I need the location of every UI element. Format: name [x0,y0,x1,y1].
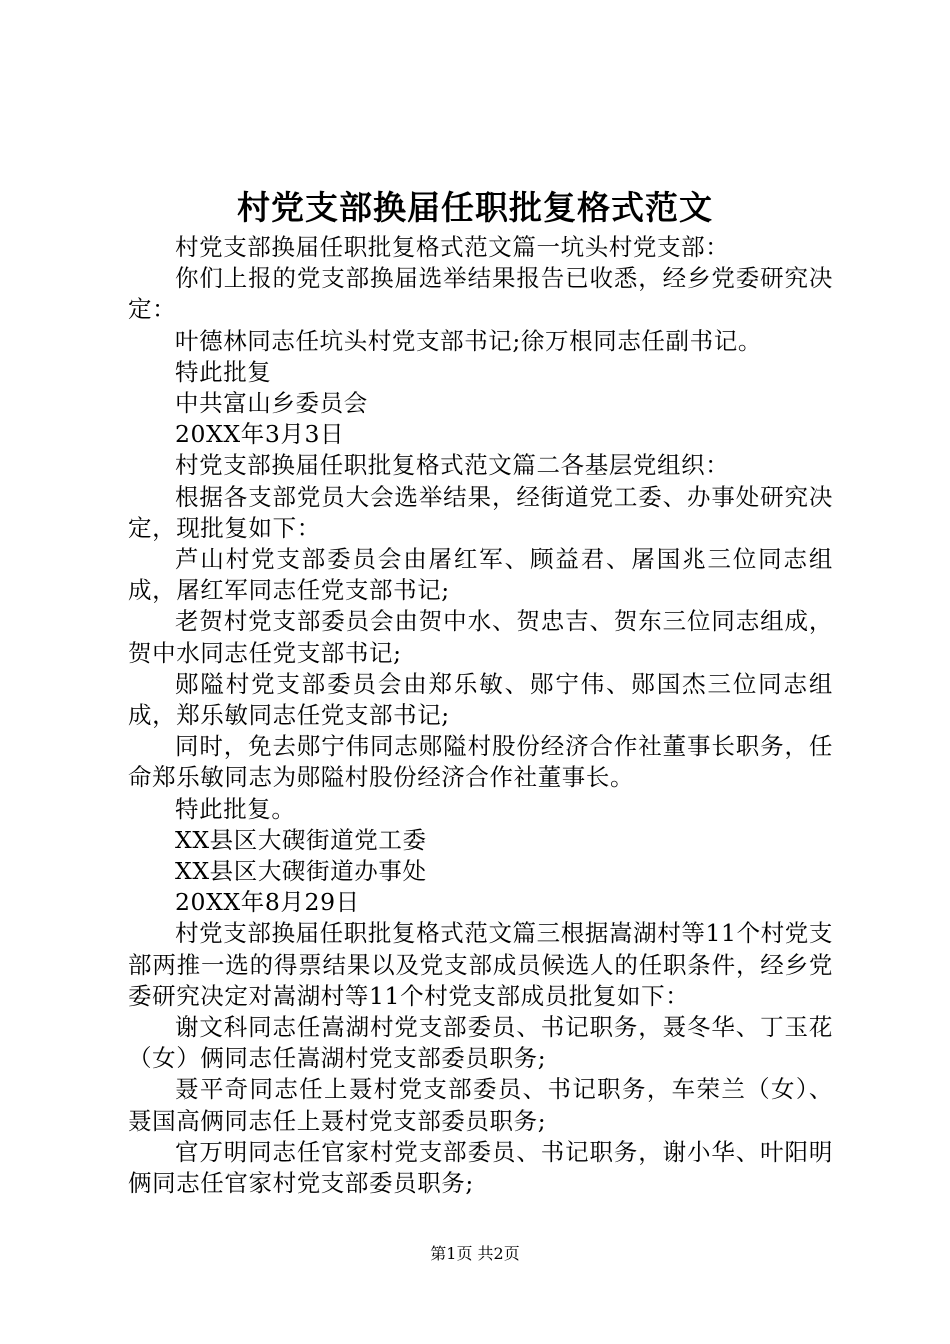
paragraph: 中共富山乡委员会 [175,389,368,418]
paragraph: 村党支部换届任职批复格式范文篇三根据嵩湖村等11个村党支部两推一选的得票结果以及党支部成员候选人的任职条件，经乡党委研究决定对嵩湖村等11个村党支部成员批复如下： [128,919,833,1010]
paragraph: 根据各支部党员大会选举结果，经街道党工委、办事处研究决定，现批复如下： [128,482,833,542]
paragraph: XX县区大碶街道党工委 [175,825,427,854]
paragraph: 郧隘村党支部委员会由郑乐敏、郧宁伟、郧国杰三位同志组成，郑乐敏同志任党支部书记; [128,669,833,730]
paragraph: 官万明同志任官家村党支部委员、书记职务，谢小华、叶阳明俩同志任官家村党支部委员职务; [128,1137,833,1198]
paragraph: 芦山村党支部委员会由屠红军、顾益君、屠国兆三位同志组成，屠红军同志任党支部书记; [128,545,833,605]
paragraph: 老贺村党支部委员会由贺中水、贺忠吉、贺东三位同志组成，贺中水同志任党支部书记; [128,607,833,667]
paragraph: 特此批复 [175,357,272,386]
paragraph: 20XX年3月3日 [175,420,345,449]
paragraph: 村党支部换届任职批复格式范文篇二各基层党组织： [175,451,730,480]
paragraph: 村党支部换届任职批复格式范文篇一坑头村党支部： [175,233,730,261]
paragraph: 谢文科同志任嵩湖村党支部委员、书记职务，聂冬华、丁玉花（女）俩同志任嵩湖村党支部委员职务; [128,1013,833,1073]
paragraph: 叶德林同志任坑头村党支部书记;徐万根同志任副书记。 [175,326,762,355]
paragraph: 20XX年8月29日 [175,888,360,917]
paragraph: 聂平奇同志任上聂村党支部委员、书记职务，车荣兰（女）、聂国高俩同志任上聂村党支部委员职务; [128,1075,833,1135]
paragraph: XX县区大碶街道办事处 [175,857,427,886]
page-number-footer: 第1页 共2页 [430,1244,520,1263]
paragraph: 同时，免去郧宁伟同志郧隘村股份经济合作社董事长职务，任命郑乐敏同志为郧隘村股份经济合作社董事长。 [128,732,833,792]
paragraph: 你们上报的党支部换届选举结果报告已收悉，经乡党委研究决定： [128,264,833,324]
document-body [128,232,833,1199]
paragraph: 特此批复。 [175,794,296,823]
document-title: 村党支部换届任职批复格式范文 [237,188,713,227]
